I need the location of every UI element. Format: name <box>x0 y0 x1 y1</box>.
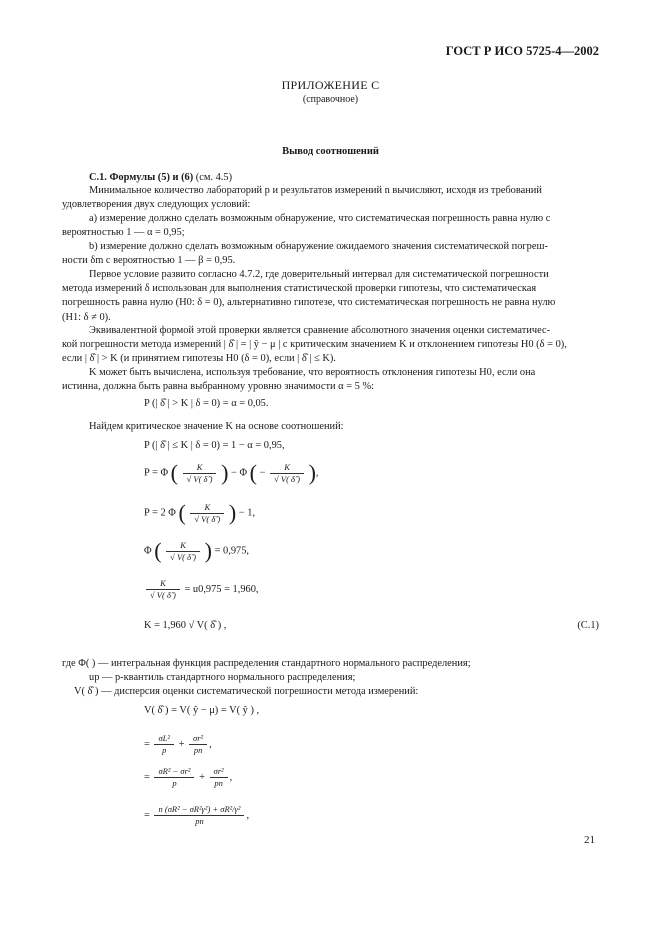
paragraph-line: ности δm с вероятностью 1 — β = 0,95. <box>62 255 236 267</box>
paragraph-line: удовлетворения двух следующих условий: <box>62 199 251 211</box>
paragraph-line: вероятностью 1 — α = 0,95; <box>62 227 185 239</box>
fraction <box>190 502 224 525</box>
formula-text: = 0,975, <box>214 545 249 557</box>
fraction <box>189 733 207 756</box>
paragraph-4 <box>62 268 598 325</box>
fraction-denominator: pn <box>214 778 223 788</box>
paragraph-line: кой погрешности метода измерений | δ̂ | = | ŷ − μ | с критическим значением K и отклонением гипотезы H0 (δ = 0), <box>62 339 567 351</box>
paren: ( <box>178 500 186 525</box>
formula-text: − Φ <box>231 467 248 479</box>
fraction-numerator: σL² <box>154 733 173 745</box>
formula-text: , <box>246 809 250 821</box>
formula-variance-2 <box>144 733 212 756</box>
fraction <box>154 733 173 756</box>
fraction-numerator: K <box>183 462 217 474</box>
fraction-denominator: pn <box>193 745 203 755</box>
paragraph-line: а) измерение должно сделать возможным обнаружение, что систематическая погрешность равна нулю с <box>89 213 551 224</box>
appendix-title: ПРИЛОЖЕНИЕ С <box>281 78 380 92</box>
fraction-numerator: n (σR² − σR²γ²) + σR²/γ² <box>154 804 244 816</box>
fraction-denominator: √ V( δ̂ ) <box>186 473 213 484</box>
fraction-numerator: σr² <box>189 733 207 745</box>
formula-u-quantile <box>144 578 259 601</box>
equals-sign: = <box>144 809 150 821</box>
paren: ) <box>228 500 237 525</box>
page-number: 21 <box>584 834 595 846</box>
paragraph-line: если | δ̂ | > K (и принятием гипотезы H0 (δ = 0), если | δ̂ | ≤ K). <box>62 353 336 365</box>
fraction-denominator: √ V( δ̂ ) <box>274 473 300 484</box>
paren: ) <box>221 460 229 485</box>
formula-text: P = 2 Φ <box>144 507 176 519</box>
formula-2phi <box>144 500 255 526</box>
plus-sign: + <box>199 771 205 783</box>
definition-variance: V( δ̂ ) — дисперсия оценки систематической погрешности метода измерений: <box>74 686 419 697</box>
paren: ) <box>204 538 212 563</box>
formula-prob-reject: P (| δ̂ | > K | δ = 0) = α = 0,05. <box>144 398 269 409</box>
formula-variance-4 <box>144 804 249 827</box>
fraction-numerator: K <box>270 462 304 474</box>
paren: ( <box>170 460 178 485</box>
fraction-numerator: σr² <box>210 766 228 778</box>
paragraph-line: метода измерений δ использован для выполнения статистической проверки гипотезы, что систематическая <box>62 283 537 295</box>
fraction-denominator: pn <box>195 816 204 826</box>
fraction <box>154 766 194 789</box>
fraction <box>146 578 180 601</box>
equals-sign: = <box>144 738 150 750</box>
formula-k-value: K = 1,960 √ V( δ̂ ) , <box>144 620 227 631</box>
formula-variance-1: V( δ̂ ) = V( ŷ − μ) = V( ŷ ) , <box>144 705 260 716</box>
fraction-denominator: p <box>172 778 177 788</box>
formula-text: Φ <box>144 545 152 557</box>
formula-text: = u0,975 = 1,960, <box>184 583 259 595</box>
paragraph-3 <box>62 240 598 268</box>
minus-sign: − <box>259 467 266 479</box>
fraction-numerator: K <box>190 502 224 514</box>
document-header: ГОСТ Р ИСО 5725-4—2002 <box>445 44 599 58</box>
formula-text: P = Φ <box>144 467 169 479</box>
fraction <box>183 462 217 485</box>
paragraph-line: K может быть вычислена, используя требование, что вероятность отклонения гипотезы H0, если она <box>89 367 536 378</box>
section-title: Вывод соотношений <box>282 146 379 157</box>
fraction <box>270 462 304 485</box>
paragraph-line: Эквивалентной формой этой проверки является сравнение абсолютного значения оценки систематичес- <box>89 325 551 336</box>
fraction-numerator: K <box>146 578 180 590</box>
paragraph-2 <box>62 212 598 240</box>
paragraph-line: истинна, должна быть равна выбранному уровню значимости α = 5 %: <box>62 381 375 393</box>
definition-phi: где Φ( ) — интегральная функция распределения стандартного нормального распределения; <box>62 658 471 669</box>
paragraph-7 <box>62 420 598 434</box>
paragraph-line: b) измерение должно сделать возможным обнаружение ожидаемого значения систематической погреш- <box>89 241 548 252</box>
paragraph-line: (H1: δ ≠ 0). <box>62 311 111 323</box>
paragraph-line: Найдем критическое значение K на основе соотношений: <box>89 421 344 432</box>
paragraph-line: Минимальное количество лабораторий p и результатов измерений n вычисляют, исходя из требований <box>89 185 542 196</box>
paren: ( <box>154 538 162 563</box>
fraction-denominator: √ V( δ̂ ) <box>194 513 221 524</box>
formula-text: , <box>315 467 319 479</box>
definition-quantile: up — p-квантиль стандартного нормального распределения; <box>89 672 356 683</box>
subsection-title: С.1. Формулы (5) и (6) <box>89 172 194 183</box>
formula-text: − 1, <box>238 507 256 519</box>
paren: ( <box>249 460 257 485</box>
paragraph-1 <box>62 184 598 212</box>
subsection-heading <box>89 171 232 185</box>
equals-sign: = <box>144 771 150 783</box>
formula-text: , <box>209 738 212 750</box>
paren: ) <box>308 460 316 485</box>
plus-sign: + <box>178 738 185 750</box>
formula-variance-3 <box>144 766 232 789</box>
paragraph-5 <box>62 324 598 367</box>
fraction <box>154 804 244 827</box>
formula-prob-accept: P (| δ̂ | ≤ K | δ = 0) = 1 − α = 0,95, <box>144 440 285 451</box>
formula-text: , <box>229 771 233 783</box>
fraction-denominator: √ V( δ̂ ) <box>170 551 197 562</box>
fraction-numerator: σR² − σr² <box>154 766 194 778</box>
fraction-denominator: p <box>162 745 167 755</box>
fraction <box>166 540 200 563</box>
formula-phi-0975 <box>144 538 249 564</box>
fraction-numerator: K <box>166 540 200 552</box>
fraction-denominator: √ V( δ̂ ) <box>150 590 176 600</box>
appendix-subtitle: (справочное) <box>302 94 359 105</box>
equation-number: (С.1) <box>577 620 599 631</box>
paragraph-line: Первое условие развито согласно 4.7.2, где доверительный интервал для систематической погрешности <box>89 269 549 280</box>
paragraph-6 <box>62 366 598 394</box>
paragraph-line: погрешность равна нулю (H0: δ = 0), альтернативно гипотезе, что систематическая погрешность не равна нулю <box>62 297 556 309</box>
formula-phi-difference <box>144 460 319 486</box>
fraction <box>210 766 228 789</box>
subsection-ref: (см. 4.5) <box>193 172 233 183</box>
